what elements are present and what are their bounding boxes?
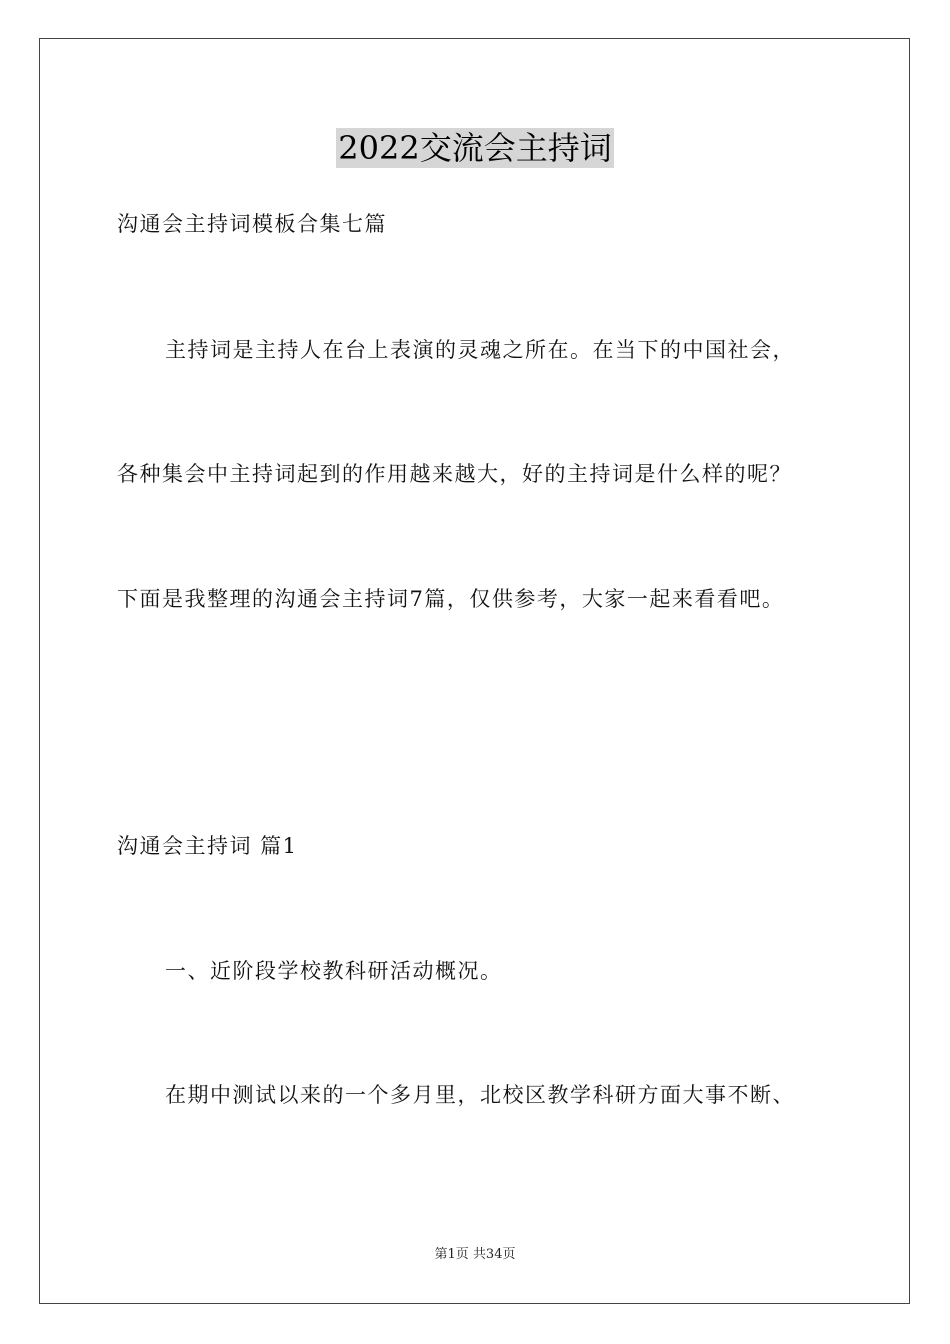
- paragraph-line: 各种集会中主持词起到的作用越来越大，好的主持词是什么样的呢？: [117, 462, 792, 486]
- title-container: [0, 128, 950, 168]
- subtitle-line: 沟通会主持词模板合集七篇: [117, 212, 387, 236]
- section-heading: 沟通会主持词 篇1: [117, 834, 298, 858]
- paragraph-line: 下面是我整理的沟通会主持词7篇，仅供参考，大家一起来看看吧。: [117, 587, 785, 611]
- document-title: 2022交流会主持词: [338, 129, 612, 167]
- page-footer: 第1页 共34页: [434, 1247, 516, 1262]
- paragraph-line: 在期中测试以来的一个多月里，北校区教学科研方面大事不断、: [165, 1083, 795, 1107]
- paragraph-line: 主持词是主持人在台上表演的灵魂之所在。在当下的中国社会，: [165, 338, 795, 362]
- paragraph-line: 一、近阶段学校教科研活动概况。: [165, 959, 503, 983]
